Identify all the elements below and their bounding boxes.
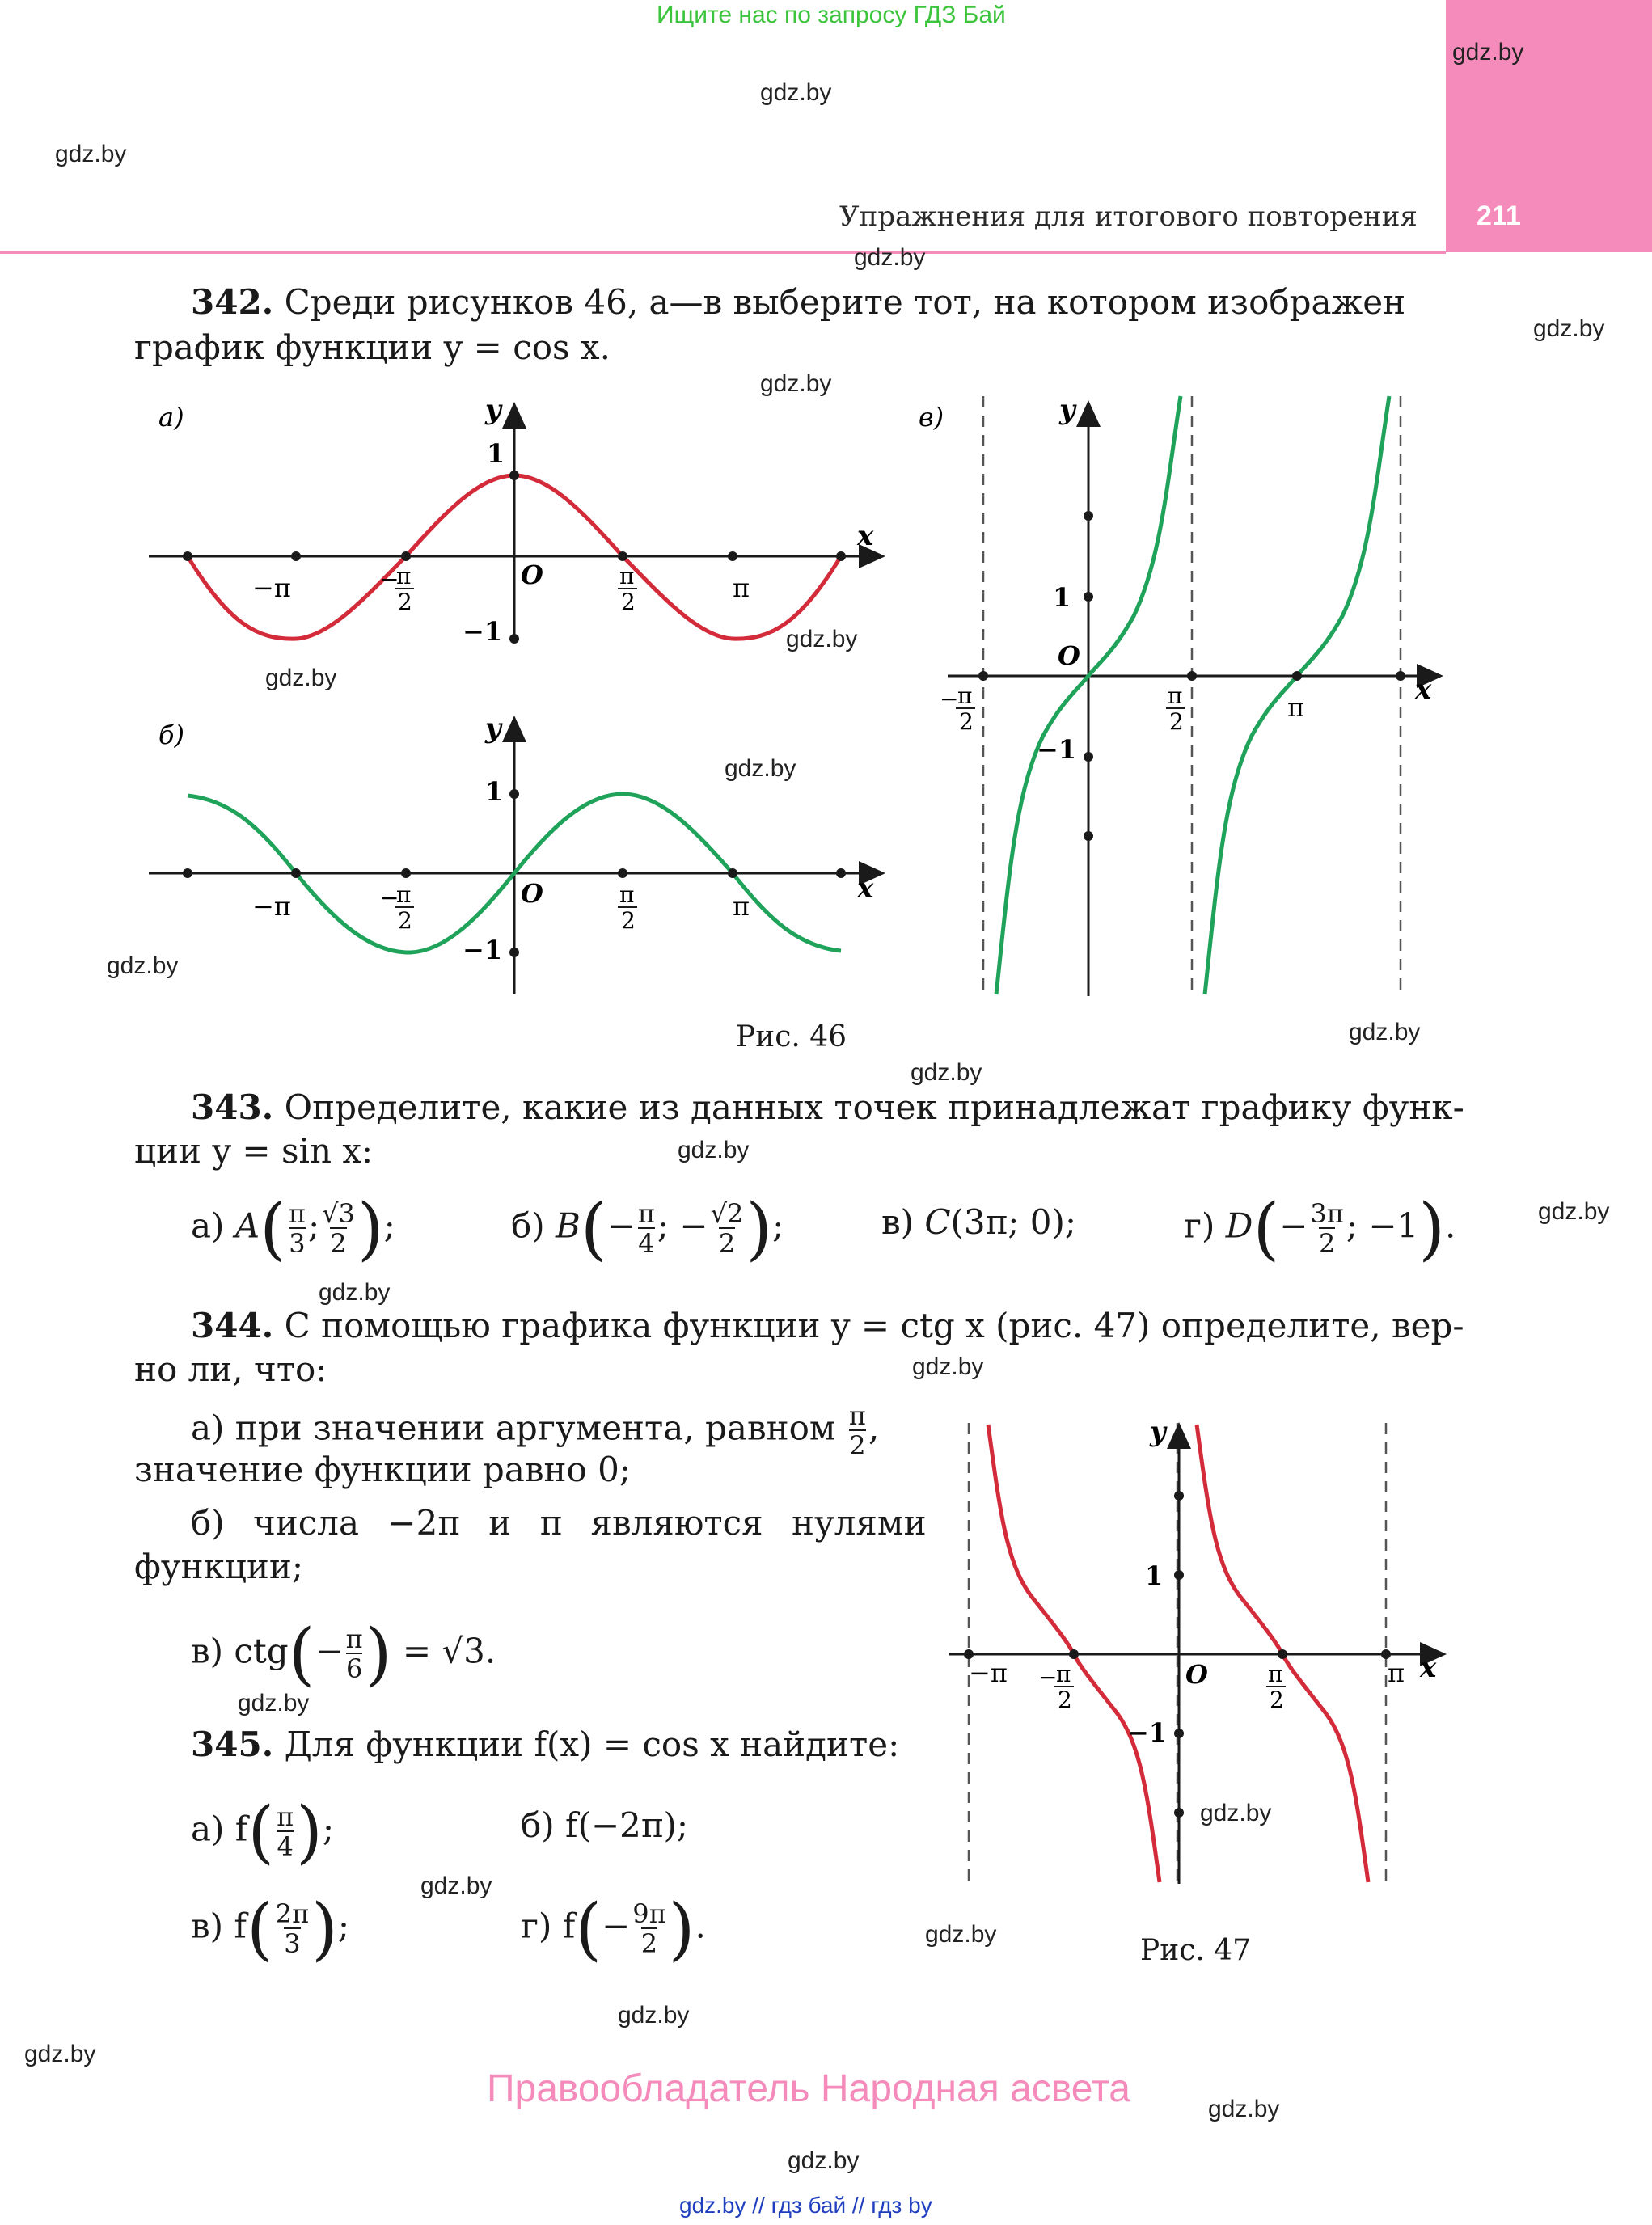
problem-344-option-a-line1: а) при значении аргумента, равном $\frac{\pi}{2}$ ,: [191, 1400, 880, 1461]
panel-c-tick-one: 1: [1053, 582, 1071, 613]
problem-text: С помощью графика функции y = ctg x (рис. 47) определите, вер-: [284, 1306, 1464, 1345]
problem-number: 345.: [191, 1725, 274, 1764]
figure-47-tick-neg-one: −1: [1127, 1717, 1168, 1748]
figure-47-tick-one: 1: [1145, 1560, 1164, 1591]
problem-345-option-b: б) f(−2π);: [521, 1805, 689, 1845]
panel-a-frac-num: π: [396, 563, 412, 589]
problem-text: Определите, какие из данных точек принадлежат графику функ-: [284, 1087, 1464, 1127]
figure-47-frac-den: 2: [1058, 1687, 1072, 1713]
panel-b-tick-one: 1: [485, 776, 504, 807]
problem-text: Среди рисунков 46, а—в выберите тот, на котором изображен: [284, 282, 1406, 322]
problem-345-option-a: а) f( $\frac{\pi}{4}$ );: [191, 1792, 335, 1872]
panel-b-tick-neg-one: −1: [463, 935, 503, 965]
watermark: gdz.by: [107, 952, 179, 979]
panel-b-origin: O: [521, 878, 543, 909]
watermark: gdz.by: [912, 1353, 984, 1380]
watermark: gdz.by: [925, 1921, 997, 1948]
problem-344-line2: но ли, что:: [134, 1349, 327, 1389]
top-search-hint[interactable]: Ищите нас по запросу ГДЗ Бай: [657, 2, 1006, 28]
watermark: gdz.by: [319, 1279, 391, 1306]
panel-b-frac-den: 2: [621, 907, 636, 934]
panel-b-tick-neg-pi: −π: [252, 891, 291, 922]
panel-a-frac-den: 2: [398, 589, 412, 615]
figure-47-y-label: y: [1150, 1416, 1166, 1448]
watermark: gdz.by: [788, 2147, 860, 2174]
problem-343-line2: ции y = sin x:: [134, 1131, 374, 1171]
panel-c-frac-den: 2: [959, 708, 974, 735]
watermark: gdz.by: [55, 141, 127, 167]
problem-343-line1: [191, 1085, 1464, 1130]
figure-47-x-label: x: [1420, 1652, 1437, 1684]
header-rule: [0, 251, 1446, 254]
watermark: gdz.by: [1452, 39, 1524, 65]
figure-47-frac-num: π: [1056, 1661, 1071, 1687]
problem-343-option-c: в) C(3π; 0);: [881, 1202, 1077, 1242]
figure-47-tick-neg-pi: −π: [969, 1657, 1008, 1688]
panel-c-frac-minus: −: [940, 686, 959, 712]
panel-c-frac-den: 2: [1169, 708, 1184, 735]
watermark: gdz.by: [238, 1690, 310, 1716]
panel-c-tick-pi: π: [1287, 692, 1305, 723]
watermark: gdz.by: [678, 1137, 750, 1163]
panel-a-frac-num: π: [619, 563, 635, 589]
figure-47-origin: O: [1185, 1659, 1208, 1690]
panel-b-y-label: y: [485, 712, 501, 745]
panel-c-label: в): [919, 402, 944, 433]
watermark: gdz.by: [760, 370, 832, 397]
watermark: gdz.by: [1538, 1198, 1610, 1225]
panel-a-x-label: x: [857, 520, 874, 552]
panel-a-frac-minus: −: [380, 566, 399, 593]
watermark: gdz.by: [24, 2041, 96, 2067]
figure-47-frac-minus: −: [1038, 1664, 1058, 1691]
watermark: gdz.by: [760, 79, 832, 106]
watermark: gdz.by: [1208, 2096, 1280, 2122]
watermark: gdz.by: [420, 1872, 492, 1899]
panel-b-tick-pi: π: [733, 891, 750, 922]
problem-342-line2: график функции y = cos x.: [134, 327, 611, 367]
panel-b-label: б): [158, 720, 185, 750]
watermark: gdz.by: [725, 755, 796, 782]
figure-46: [0, 372, 1480, 1019]
watermark: gdz.by: [1533, 315, 1605, 342]
watermark: gdz.by: [1349, 1019, 1421, 1045]
panel-a-frac-den: 2: [621, 589, 636, 615]
problem-343-option-b: б) B(− $\frac{\pi}{4}$ ; − $\frac{√2}{2}$ );: [511, 1188, 784, 1269]
panel-c-frac-num: π: [957, 682, 973, 709]
problem-345-option-d: г) f(− $\frac{9\pi}{2}$ ).: [521, 1889, 706, 1969]
panel-c-origin: O: [1058, 640, 1080, 671]
panel-b-frac-den: 2: [398, 907, 412, 934]
watermark: gdz.by: [854, 244, 926, 271]
watermark: gdz.by: [911, 1059, 982, 1086]
figure-47-tick-pi: π: [1388, 1657, 1405, 1688]
problem-344-option-a-line2: значение функции равно 0;: [134, 1450, 632, 1489]
panel-b-x-label: x: [857, 872, 874, 905]
panel-a-origin: O: [521, 559, 543, 590]
problem-342-line1: [191, 280, 1405, 325]
problem-number: 344.: [191, 1306, 274, 1345]
panel-a-tick-one: 1: [487, 438, 505, 469]
problem-text: Для функции f(x) = cos x найдите:: [284, 1725, 900, 1764]
watermark: gdz.by: [618, 2002, 690, 2029]
panel-c-y-label: y: [1059, 394, 1075, 426]
problem-344-option-b-line1: б) числа −2π и π являются нулями: [191, 1503, 927, 1543]
problem-345-line1: [191, 1722, 899, 1767]
header-title: Упражнения для итогового повторения: [839, 201, 1418, 233]
panel-a-tick-pi: π: [733, 572, 750, 603]
figure-47-caption: Рис. 47: [1140, 1934, 1252, 1967]
copyright-owner: Правообладатель Народная асвета: [487, 2067, 1130, 2110]
problem-344-line1: [191, 1303, 1464, 1349]
problem-number: 342.: [191, 282, 274, 322]
panel-c-x-label: x: [1415, 673, 1432, 706]
figure-46-caption: Рис. 46: [736, 1020, 847, 1053]
problem-344-option-b-line2: функции;: [134, 1547, 303, 1586]
panel-a-tick-neg-pi: −π: [252, 572, 291, 603]
watermark: gdz.by: [265, 665, 337, 691]
panel-c-frac-num: π: [1168, 682, 1183, 709]
panel-c-asymptotes: [983, 396, 1401, 996]
panel-a-tick-neg-one: −1: [463, 616, 503, 647]
problem-344-option-c: в) ctg(− $\frac{\pi}{6}$ ) = √3.: [191, 1614, 496, 1694]
panel-b-frac-num: π: [619, 881, 635, 908]
watermark: gdz.by: [786, 626, 858, 652]
figure-47-frac-num: π: [1268, 1661, 1283, 1687]
problem-343-option-a: а) A( $\frac{\pi}{3}$ ; $\frac{√3}{2}$ );: [191, 1188, 395, 1269]
problem-number: 343.: [191, 1087, 274, 1127]
panel-a-label: а): [158, 402, 184, 433]
figure-47: [930, 1407, 1456, 1892]
figure-47-frac-den: 2: [1270, 1687, 1284, 1713]
panel-b-frac-num: π: [396, 881, 412, 908]
panel-c-tick-neg-one: −1: [1037, 734, 1077, 765]
problem-343-option-d: г) D(− $\frac{3\pi}{2}$ ; −1).: [1184, 1188, 1456, 1269]
problem-345-option-c: в) f( $\frac{2\pi}{3}$ );: [191, 1889, 350, 1969]
page-number: 211: [1477, 201, 1521, 231]
footer-links[interactable]: gdz.by // гдз бай // гдз by: [679, 2193, 932, 2218]
panel-a-y-label: y: [485, 394, 501, 426]
watermark: gdz.by: [1200, 1800, 1272, 1826]
panel-b-frac-minus: −: [380, 885, 399, 911]
